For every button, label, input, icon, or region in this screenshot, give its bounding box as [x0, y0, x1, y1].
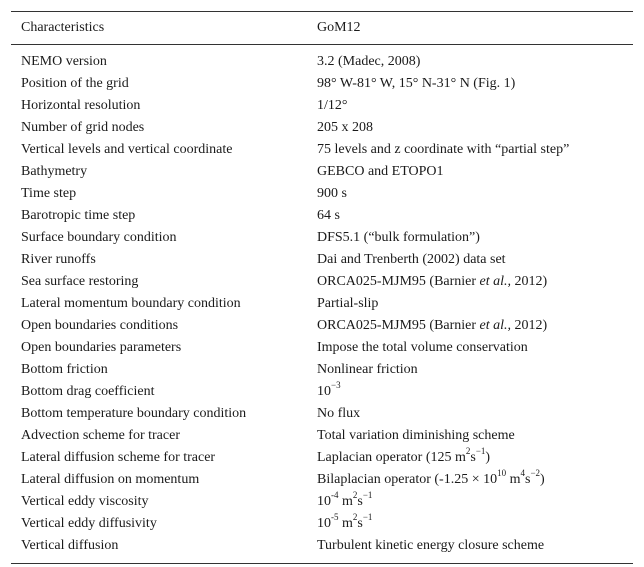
row-value: Dai and Trenberth (2002) data set — [317, 252, 506, 267]
value-text: 2012) — [511, 274, 548, 289]
row-value: Impose the total volume conservation — [317, 340, 528, 355]
header-characteristics: Characteristics — [21, 20, 105, 35]
row-characteristic: Barotropic time step — [21, 208, 136, 223]
row-characteristic: Lateral momentum boundary condition — [21, 296, 241, 311]
value-text: ) — [485, 450, 491, 465]
row-value: 75 levels and z coordinate with “partial step” — [317, 142, 570, 157]
table-row — [11, 205, 633, 227]
row-characteristic: Sea surface restoring — [21, 274, 139, 289]
row-characteristic: Vertical eddy diffusivity — [21, 516, 157, 531]
row-value: GEBCO and ETOPO1 — [317, 164, 444, 179]
row-characteristic: Advection scheme for tracer — [21, 428, 180, 443]
row-value: 900 s — [317, 186, 347, 201]
value-superscript: 10 — [497, 468, 507, 479]
row-value: Turbulent kinetic energy closure scheme — [317, 538, 545, 553]
table-body — [11, 45, 633, 564]
header-row — [11, 12, 633, 45]
table-row — [11, 315, 633, 337]
value-text: 2012) — [511, 318, 548, 333]
row-characteristic: Vertical eddy viscosity — [21, 494, 149, 509]
model-characteristics-table-container — [11, 11, 633, 564]
row-value — [307, 381, 633, 403]
table-row — [11, 271, 633, 293]
row-value: 1/12° — [317, 98, 348, 113]
table-row — [11, 469, 633, 491]
table-row — [11, 293, 633, 315]
row-characteristic: NEMO version — [21, 54, 107, 69]
value-text: s — [357, 516, 363, 531]
value-text: ORCA025-MJM95 (Barnier — [317, 318, 480, 333]
row-value — [307, 513, 633, 535]
row-characteristic: Horizontal resolution — [21, 98, 141, 113]
header-gom12: GoM12 — [317, 20, 361, 35]
value-superscript: −3 — [331, 380, 341, 391]
row-value — [307, 469, 633, 491]
value-text: s — [357, 494, 363, 509]
table-row — [11, 117, 633, 139]
table-row — [11, 535, 633, 564]
row-characteristic: Number of grid nodes — [21, 120, 145, 135]
value-text: Bilaplacian operator (-1.25 × 10 — [317, 472, 498, 487]
table-row — [11, 403, 633, 425]
value-text: Laplacian operator (125 m — [317, 450, 466, 465]
row-value: Total variation diminishing scheme — [317, 428, 515, 443]
value-superscript: 2 — [352, 512, 358, 523]
row-characteristic: Vertical levels and vertical coordinate — [21, 142, 233, 157]
row-value: 3.2 (Madec, 2008) — [317, 54, 421, 69]
row-characteristic: Bottom friction — [21, 362, 108, 377]
row-value — [307, 271, 633, 293]
row-value: DFS5.1 (“bulk formulation”) — [317, 230, 480, 245]
row-value: Partial-slip — [317, 296, 379, 311]
row-value — [307, 491, 633, 513]
table-row — [11, 447, 633, 469]
value-superscript: 4 — [520, 468, 526, 479]
row-characteristic: Open boundaries parameters — [21, 340, 182, 355]
row-value — [307, 315, 633, 337]
value-superscript: −1 — [475, 446, 486, 457]
row-value — [307, 447, 633, 469]
table-row — [11, 183, 633, 205]
table-row — [11, 45, 633, 74]
value-text: 10 — [317, 494, 331, 509]
value-text: m — [338, 516, 353, 531]
table-header — [11, 12, 633, 45]
row-value: 205 x 208 — [317, 120, 373, 135]
row-characteristic: River runoffs — [21, 252, 96, 267]
value-italic: et al., — [479, 318, 512, 333]
row-characteristic: Bottom drag coefficient — [21, 384, 155, 399]
row-value: 98° W-81° W, 15° N-31° N (Fig. 1) — [317, 76, 516, 91]
table-row — [11, 139, 633, 161]
value-text: ) — [540, 472, 545, 487]
row-characteristic: Open boundaries conditions — [21, 318, 179, 333]
table-row — [11, 513, 633, 535]
row-characteristic: Position of the grid — [21, 76, 129, 91]
value-superscript: 2 — [465, 446, 471, 457]
row-value: 64 s — [317, 208, 340, 223]
table-row — [11, 227, 633, 249]
row-value: No flux — [317, 406, 361, 421]
value-superscript: −1 — [362, 512, 373, 523]
table-row — [11, 425, 633, 447]
row-characteristic: Lateral diffusion on momentum — [21, 472, 200, 487]
value-text: ORCA025-MJM95 (Barnier — [317, 274, 480, 289]
table-row — [11, 161, 633, 183]
value-superscript: −2 — [530, 468, 541, 479]
table-row — [11, 381, 633, 403]
value-text: s — [525, 472, 531, 487]
table-row — [11, 359, 633, 381]
value-superscript: 2 — [352, 490, 358, 501]
value-text: 10 — [317, 516, 331, 531]
value-italic: et al., — [479, 274, 512, 289]
row-characteristic: Vertical diffusion — [21, 538, 119, 553]
value-text: 10 — [317, 384, 331, 399]
row-characteristic: Bottom temperature boundary condition — [21, 406, 247, 421]
value-superscript: −1 — [362, 490, 373, 501]
row-value: Nonlinear friction — [317, 362, 418, 377]
table-row — [11, 337, 633, 359]
value-superscript: -4 — [331, 490, 339, 501]
table-row — [11, 95, 633, 117]
value-text: s — [470, 450, 476, 465]
value-superscript: -5 — [331, 512, 339, 523]
row-characteristic: Time step — [21, 186, 77, 201]
row-characteristic: Bathymetry — [21, 164, 88, 179]
model-characteristics-table — [11, 11, 633, 564]
table-row — [11, 491, 633, 513]
row-characteristic: Surface boundary condition — [21, 230, 177, 245]
value-text: m — [338, 494, 353, 509]
row-characteristic: Lateral diffusion scheme for tracer — [21, 450, 216, 465]
value-text: m — [506, 472, 521, 487]
table-row — [11, 73, 633, 95]
table-row — [11, 249, 633, 271]
